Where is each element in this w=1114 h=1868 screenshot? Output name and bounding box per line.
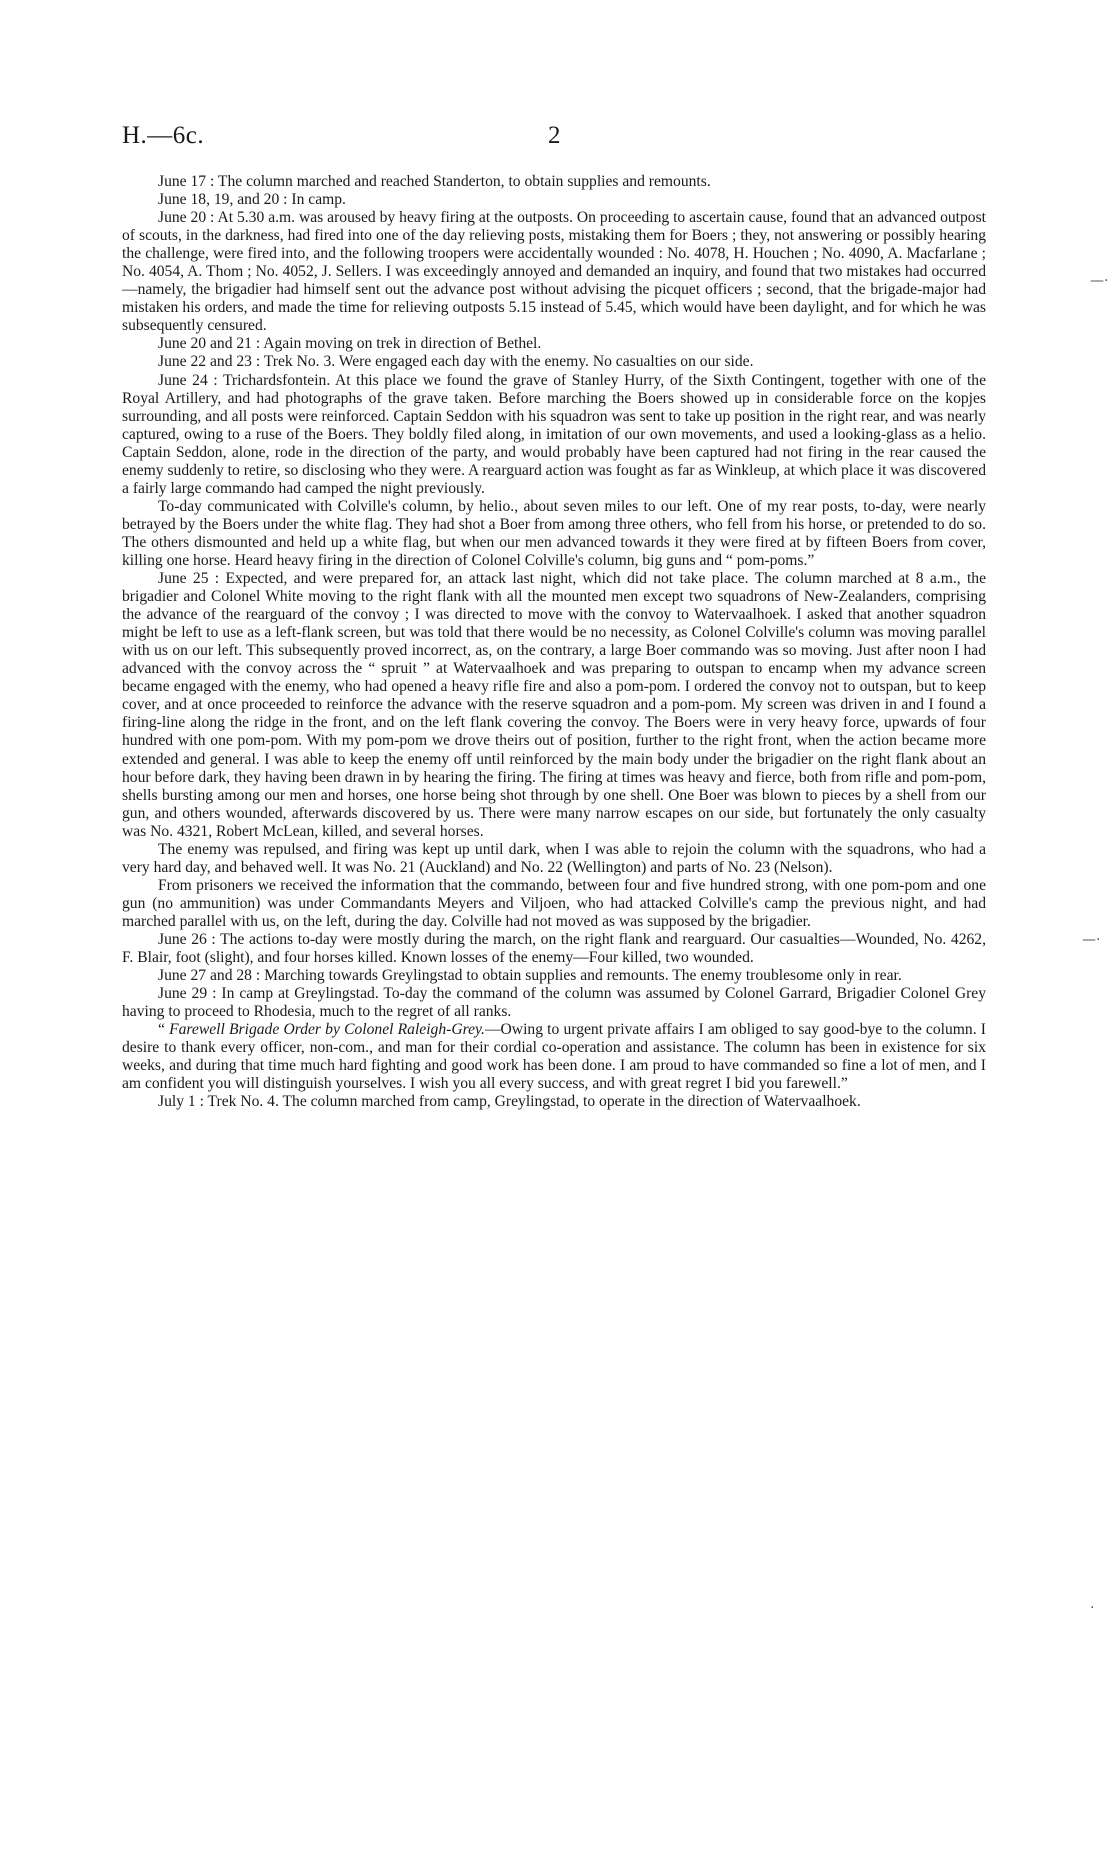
paragraph: June 22 and 23 : Trek No. 3. Were engaged each day with the enemy. No casualties on our side. [158, 353, 754, 371]
paragraph: June 24 : Trichardsfontein. At this place we found the grave of Stanley Hurry, of the Sixth Contingent, together with one of the Royal Artillery, and had photographs of the grave taken. Before marching the Boers showed up in considerable force on the kopjes surrounding, and all posts were reinforced. Captain Seddon with his squadron was sent to take up position in the right rear, and was nearly captured, owing to a ruse of the Boers. They boldly filed along, in imitation of our own movements, and used a looking-glass as a helio. Captain Seddon, alone, rode in the direction of the party, and would probably have been captured had not firing in the rear caused the enemy suddenly to retire, so disclosing who they were. A rearguard action was fought as far as Winkleup, at which place it was discovered a fairly large commando had camped the night previously. [122, 371, 987, 497]
closing-paragraph: July 1 : Trek No. 4. The column marched from camp, Greylingstad, to operate in the direction of Watervaalhoek. [158, 1093, 861, 1111]
open-quote: “ [158, 1021, 170, 1039]
farewell-order-title: Farewell Brigade Order by Colonel Raleigh-Grey. [169, 1021, 485, 1039]
page-number: 2 [548, 122, 561, 149]
farewell-order-paragraph [122, 1021, 986, 1093]
paragraph: To-day communicated with Colville's column, by helio., about seven miles to our left. One of my rear posts, to-day, were nearly betrayed by the Boers under the white flag. They had shot a Boer from among three others, who fell from his horse, or pretended to do so. The others dismounted and held up a white flag, but when our men advanced towards it they were fired at by fifteen Boers from cover, killing one horse. Heard heavy firing in the direction of Colonel Colville's column, big guns and “ pom-poms.” [122, 497, 986, 569]
margin-mark: · [1090, 1600, 1095, 1616]
paragraph: June 20 and 21 : Again moving on trek in direction of Bethel. [158, 335, 542, 353]
paragraph: June 26 : The actions to-day were mostly during the march, on the right flank and rearguard. Our casualties—Wounded, No. 4262, F. Blair, foot (slight), and four horses killed. Known losses of the enemy—Four killed, two wounded. [122, 930, 986, 967]
paragraph: June 18, 19, and 20 : In camp. [158, 191, 346, 209]
paragraph: June 17 : The column marched and reached Standerton, to obtain supplies and remounts. [158, 173, 711, 190]
margin-mark: —· [1082, 932, 1101, 948]
farewell-order-text: —Owing to urgent private affairs I am obliged to say good-bye to the column. I desire to thank every officer, non-com., and man for their cordial co-operation and assistance. The column has been in existence for six weeks, and during that time much hard fighting and good work has been done. I am proud to have commanded so fine a lot of men, and I am confident you will distinguish yourselves. I wish you all every success, and with great regret I bid you farewell.” [122, 1021, 986, 1093]
paragraph: June 20 : At 5.30 a.m. was aroused by heavy firing at the outposts. On proceeding to ascertain cause, found that an advanced outpost of scouts, in the darkness, had fired into one of the day relieving posts, mistaking them for Boers ; they, not answering or possibly hearing the challenge, were fired into, and the following troopers were accidentally wounded : No. 4078, H. Houchen ; No. 4090, A. Macfarlane ; No. 4054, A. Thom ; No. 4052, J. Sellers. I was exceedingly annoyed and demanded an inquiry, and found that two mistakes had occurred—namely, the brigadier had himself sent out the advance post without advising the picquet officers ; second, that the brigade-major had mistaken his orders, and made the time for relieving outposts 5.15 instead of 5.45, which would have been daylight, and for which he was subsequently censured. [122, 209, 986, 335]
document-body [122, 173, 986, 1111]
paragraph: June 25 : Expected, and were prepared for, an attack last night, which did not take place. The column marched at 8 a.m., the brigadier and Colonel White moving to the right flank with all the mounted men except two squadrons of New-Zealanders, comprising the advance of the rearguard of the convoy ; I was directed to move with the convoy to Watervaalhoek. I asked that another squadron might be left to use as a left-flank screen, but was told that there would be no necessity, as Colonel Colville's column was moving parallel with us on our left. This subsequently proved incorrect, as, on the contrary, a large Boer commando was so moving. Just after noon I had advanced with the convoy across the “ spruit ” at Watervaalhoek and was preparing to outspan to encamp when my advance screen became engaged with the enemy, who had opened a heavy rifle fire and also a pom-pom. I ordered the convoy not to outspan, but to keep cover, and at once proceeded to reinforce the advance with the reserve squadron and a pom-pom. My screen was driven in and I found a firing-line along the ridge in the front, and on the left flank covering the convoy. The Boers were in very heavy force, upwards of four hundred with one pom-pom. With my pom-pom we drove theirs out of position, further to the right front, when the action became more extended and general. I was able to keep the enemy off until reinforced by the main body under the brigadier on the right flank about an hour before dark, they having been drawn in by hearing the firing. The firing at times was heavy and fierce, both from rifle and pom-pom, shells bursting among our men and horses, one horse being shot through by one shell. One Boer was blown to pieces by a shell from our gun, and others wounded, afterwards discovered by us. There were many narrow escapes on our side, but fortunately the only casualty was No. 4321, Robert McLean, killed, and several horses. [122, 570, 986, 840]
paragraph: From prisoners we received the information that the commando, between four and five hundred strong, with one pom-pom and one gun (no ammunition) was under Commandants Meyers and Viljoen, who had attacked Colville's camp the previous night, and had marched parallel with us, on the left, during the day. Colville had not moved as was supposed by the brigadier. [122, 876, 986, 930]
paragraph: The enemy was repulsed, and firing was kept up until dark, when I was able to rejoin the column with the squadrons, who had a very hard day, and behaved well. It was No. 21 (Auckland) and No. 22 (Wellington) and parts of No. 23 (Nelson). [122, 840, 986, 876]
document-reference: H.—6c. [122, 122, 205, 149]
margin-mark: —· [1090, 273, 1109, 289]
paragraph: June 27 and 28 : Marching towards Greylingstad to obtain supplies and remounts. The enemy troublesome only in rear. [158, 967, 902, 985]
paragraph: June 29 : In camp at Greylingstad. To-day the command of the column was assumed by Colonel Garrard, Brigadier Colonel Grey having to proceed to Rhodesia, much to the regret of all ranks. [122, 985, 986, 1021]
page-header [0, 122, 1114, 158]
